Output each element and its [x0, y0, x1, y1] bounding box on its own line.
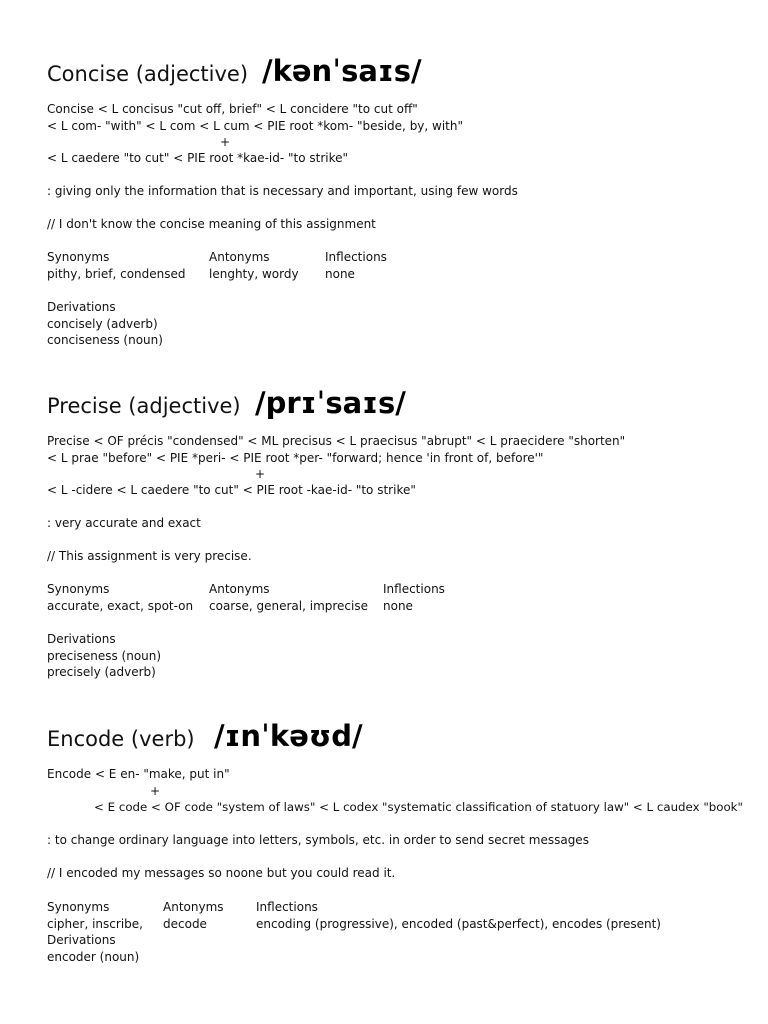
definition: : to change ordinary language into letters, symbols, etc. in order to send secret messages: [47, 833, 589, 847]
derivations-block: [47, 299, 163, 349]
antonyms-label: Antonyms: [209, 250, 270, 264]
inflections-label: Inflections: [256, 900, 318, 914]
word-title: Precise (adjective): [47, 394, 241, 418]
derivations-label: Derivations: [47, 632, 116, 646]
definition: : giving only the information that is necessary and important, using few words: [47, 184, 518, 198]
etymology-plus: +: [220, 135, 231, 149]
entry-heading: [47, 48, 747, 88]
ipa-pronunciation: /kənˈsaɪs/: [262, 54, 422, 88]
antonyms-column: [163, 899, 224, 932]
derivation-item: preciseness (noun): [47, 648, 162, 663]
antonyms-value: decode: [163, 916, 207, 931]
inflections-value: none: [325, 266, 355, 281]
derivation-item: conciseness (noun): [47, 333, 163, 347]
synonyms-value: accurate, exact, spot-on: [47, 598, 194, 613]
synonyms-value: pithy, brief, condensed: [47, 266, 186, 281]
etymology-line: Precise < OF précis "condensed" < ML precisus < L praecisus "abrupt" < L praecidere "shorten": [47, 434, 626, 448]
inflections-value: none: [383, 598, 413, 613]
etymology-line: Encode < E en- "make, put in": [47, 767, 230, 781]
antonyms-value: lenghty, wordy: [209, 266, 299, 281]
inflections-label: Inflections: [325, 250, 387, 264]
synonyms-label: Synonyms: [47, 250, 110, 264]
synonyms-column: [47, 899, 143, 965]
antonyms-label: Antonyms: [209, 582, 270, 596]
inflections-column: [325, 249, 387, 282]
etymology-line: < L -cidere < L caedere "to cut" < PIE root -kae-id- "to strike": [47, 483, 416, 497]
inflections-column: [383, 581, 445, 614]
entry-heading: [47, 380, 747, 420]
derivation-item: encoder (noun): [47, 949, 140, 964]
inflections-value: encoding (progressive), encoded (past&perfect), encodes (present): [256, 916, 661, 931]
etymology-line: < E code < OF code "system of laws" < L codex "systematic classification of statuory law" < L caudex "book": [94, 800, 743, 814]
synonyms-column: [47, 581, 193, 614]
entry-precise: [47, 380, 747, 679]
derivation-item: precisely (adverb): [47, 665, 156, 679]
derivations-block: [47, 631, 161, 681]
entry-heading: [47, 713, 747, 753]
example-sentence: // This assignment is very precise.: [47, 549, 252, 563]
etymology-line: < L caedere "to cut" < PIE root *kae-id- "to strike": [47, 151, 349, 165]
antonyms-value: coarse, general, imprecise: [209, 598, 368, 613]
definition: : very accurate and exact: [47, 516, 201, 530]
antonyms-column: [209, 249, 299, 282]
ipa-pronunciation: /ɪnˈkəʊd/: [214, 719, 363, 753]
etymology-line: < L prae "before" < PIE *peri- < PIE root *per- "forward; hence 'in front of, before'": [47, 451, 544, 465]
derivation-item: concisely (adverb): [47, 316, 158, 331]
word-title: Encode (verb): [47, 727, 195, 751]
etymology-line: < L com- "with" < L com < L cum < PIE root *kom- "beside, by, with": [47, 119, 464, 133]
example-sentence: // I encoded my messages so noone but you could read it.: [47, 866, 396, 880]
synonyms-column: [47, 249, 186, 282]
ipa-pronunciation: /prɪˈsaɪs/: [255, 386, 406, 420]
antonyms-column: [209, 581, 368, 614]
etymology-plus: +: [150, 784, 161, 798]
antonyms-label: Antonyms: [163, 900, 224, 914]
synonyms-value: cipher, inscribe,: [47, 916, 143, 931]
synonyms-label: Synonyms: [47, 582, 110, 596]
synonyms-label: Synonyms: [47, 900, 110, 914]
entry-concise: [47, 48, 747, 347]
inflections-column: [256, 899, 661, 932]
derivations-label: Derivations: [47, 300, 116, 314]
inflections-label: Inflections: [383, 582, 445, 596]
derivations-label: Derivations: [47, 933, 116, 947]
etymology-line: Concise < L concisus "cut off, brief" < L concidere "to cut off": [47, 102, 418, 116]
entry-encode: [47, 713, 747, 964]
etymology-plus: +: [255, 467, 266, 481]
example-sentence: // I don't know the concise meaning of this assignment: [47, 217, 376, 231]
word-title: Concise (adjective): [47, 62, 249, 86]
